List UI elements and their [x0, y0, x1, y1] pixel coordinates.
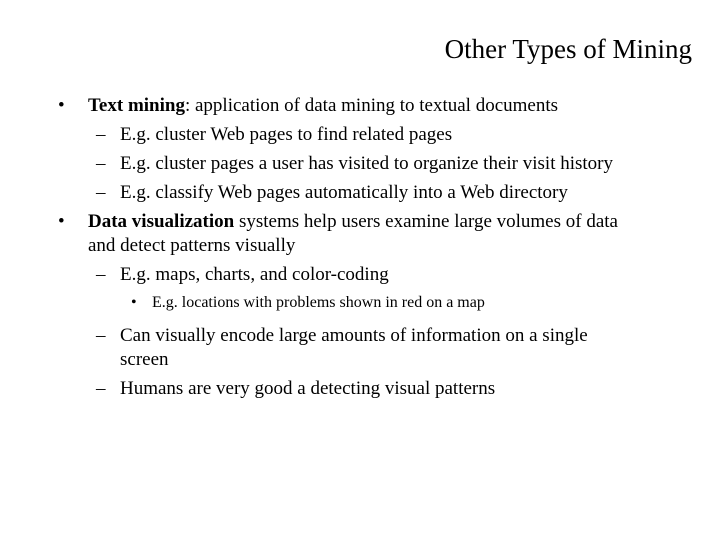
sub-bullet: [0, 263, 630, 287]
bullet-text: : application of data mining to textual documents: [184, 95, 559, 116]
slide-title: Other Types of Mining: [444, 34, 692, 64]
dash-marker: –: [96, 153, 106, 174]
sub-bullet-text: Humans are very good a detecting visual patterns: [120, 378, 496, 399]
bullet-marker: •: [58, 95, 65, 116]
sub-bullet: [0, 377, 630, 401]
sub-sub-bullet: [0, 292, 720, 314]
bullet-data-visualization: [0, 210, 648, 258]
bullet-term: Text mining: [88, 95, 185, 116]
sub-bullet-text: E.g. cluster pages a user has visited to organize their visit history: [120, 153, 614, 174]
dash-marker: –: [96, 325, 106, 346]
bullet-marker: •: [58, 211, 65, 232]
sub-bullet: [0, 324, 630, 372]
bullet-marker: •: [131, 294, 137, 311]
dash-marker: –: [96, 378, 106, 399]
sub-bullet-text: E.g. maps, charts, and color-coding: [120, 264, 389, 285]
slide-body: [0, 94, 720, 406]
dash-marker: –: [96, 264, 106, 285]
sub-bullet: [0, 123, 630, 147]
sub-bullet: [0, 152, 680, 176]
dash-marker: –: [96, 124, 106, 145]
dash-marker: –: [96, 182, 106, 203]
sub-bullet-text: E.g. classify Web pages automatically into a Web directory: [120, 182, 568, 203]
bullet-term: Data visualization: [88, 211, 235, 232]
sub-sub-bullet-text: E.g. locations with problems shown in red on a map: [152, 294, 485, 311]
sub-bullet: [0, 181, 630, 205]
sub-bullet-text: E.g. cluster Web pages to find related pages: [120, 124, 453, 145]
sub-bullet-text: Can visually encode large amounts of information on a single screen: [120, 325, 588, 370]
bullet-text-mining: [0, 94, 720, 118]
bullet-text: systems help users examine large volumes of data and detect patterns visually: [88, 211, 618, 256]
